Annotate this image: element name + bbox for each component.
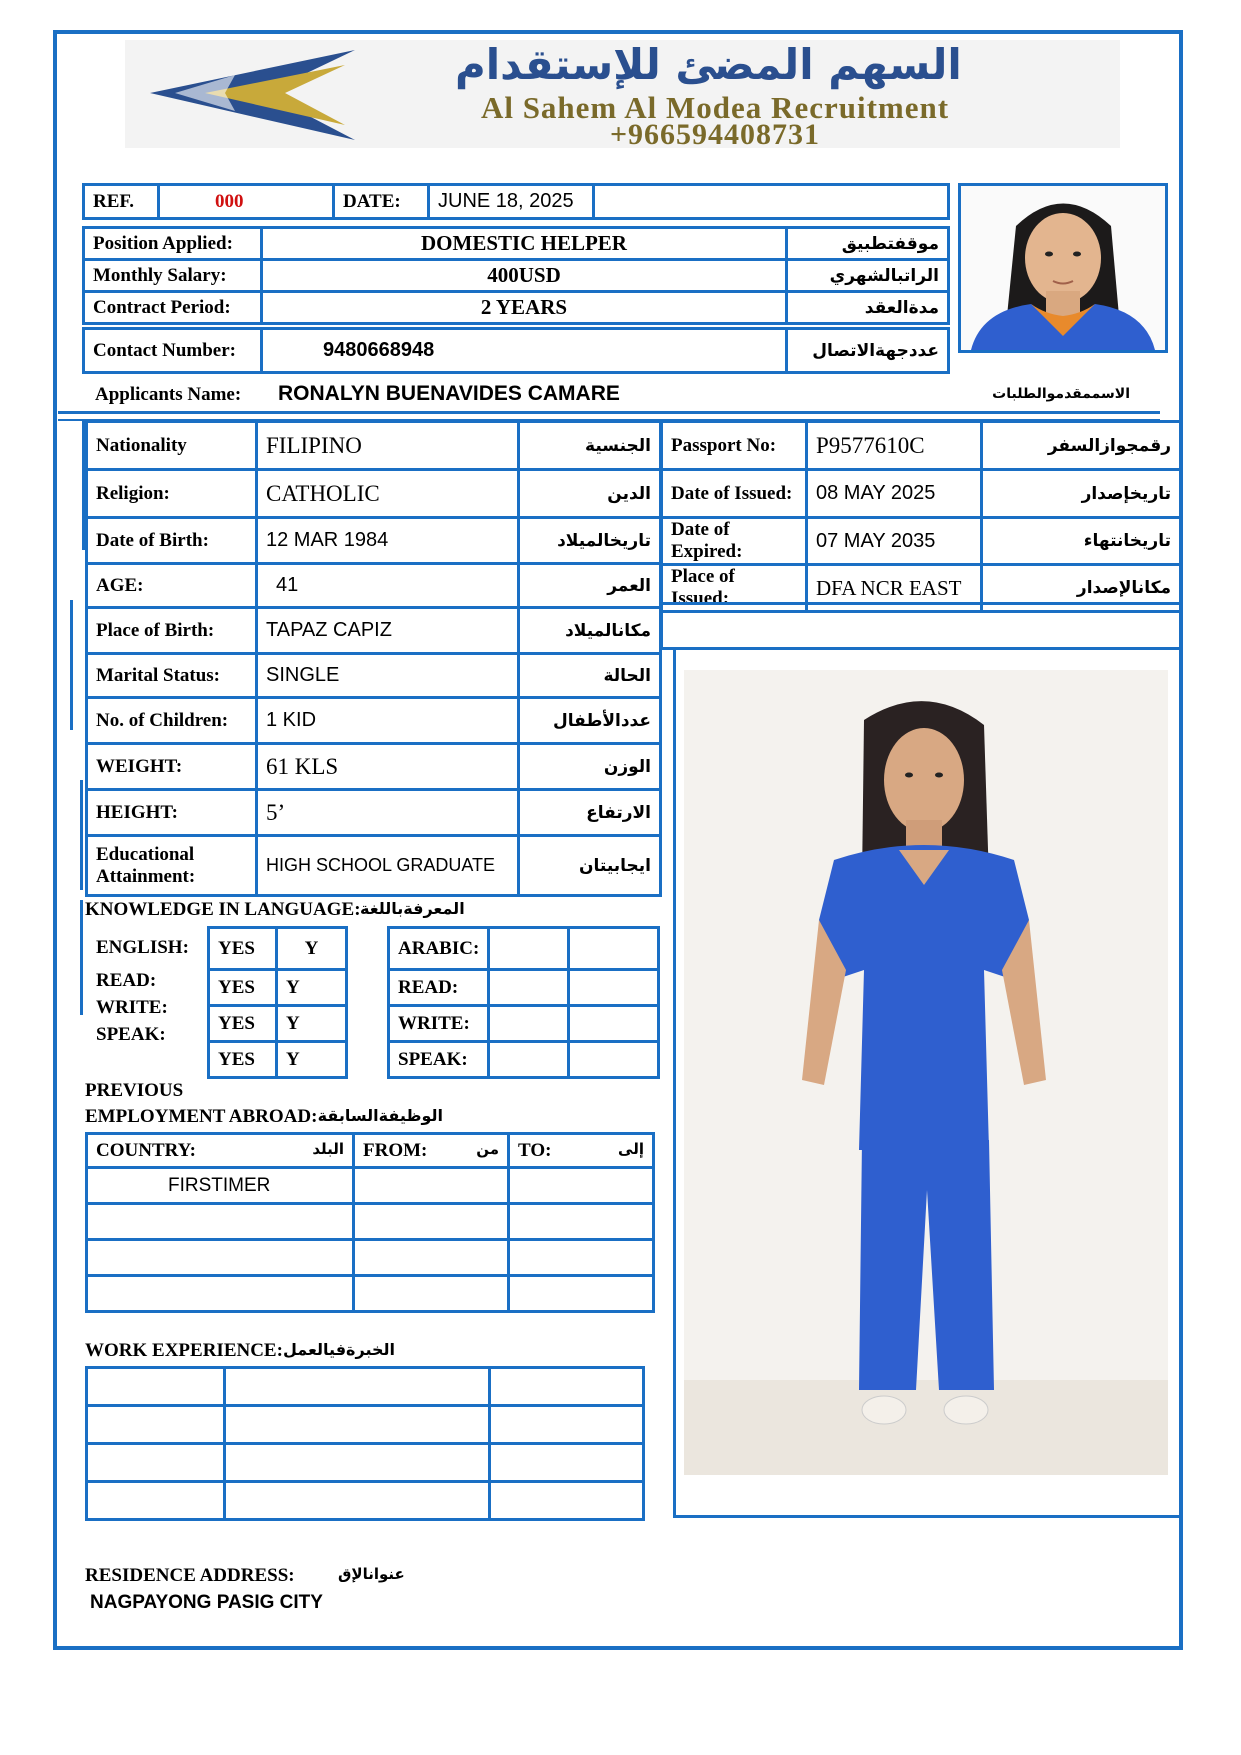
personal-ar: الجنسية [519, 422, 661, 470]
personal-ar: الحالة [519, 654, 661, 698]
employment-cell [87, 1240, 354, 1276]
work-cell [225, 1444, 490, 1482]
work-cell [225, 1406, 490, 1444]
arabic-skill-table [387, 926, 660, 1079]
date-value: JUNE 18, 2025 [429, 185, 594, 219]
applicant-name-value: RONALYN BUENAVIDES CAMARE [278, 382, 620, 405]
personal-label: AGE: [87, 564, 257, 608]
arabic-cell [569, 928, 659, 970]
left-margin-line [82, 420, 85, 550]
passport-label: Place of Issued: [662, 565, 807, 612]
employment-cell [87, 1276, 354, 1312]
work-cell [490, 1368, 644, 1406]
passport-value: P9577610C [807, 422, 982, 470]
arabic-cell [569, 1006, 659, 1042]
left-margin-line [80, 780, 83, 890]
passport-ar: تاريخإصدار [982, 470, 1181, 518]
employment-cell [354, 1276, 509, 1312]
personal-value: 41 [257, 564, 519, 608]
personal-ar: العمر [519, 564, 661, 608]
personal-ar: مكانالميلاد [519, 608, 661, 654]
residence-label: RESIDENCE ADDRESS: [85, 1565, 295, 1586]
applicant-full-body-photo [684, 670, 1168, 1475]
salary-ar: الراتبالشهري [787, 260, 949, 292]
work-cell [87, 1482, 225, 1520]
passport-value: 08 MAY 2025 [807, 470, 982, 518]
date-label: DATE: [334, 185, 429, 219]
passport-ar: مكانالإصدار [982, 565, 1181, 612]
personal-label: Educational Attainment: [87, 836, 257, 896]
employment-country-cell: FIRSTIMER [87, 1168, 354, 1204]
personal-label: Nationality [87, 422, 257, 470]
work-cell [225, 1368, 490, 1406]
employment-cell [509, 1240, 654, 1276]
work-experience-table [85, 1366, 645, 1521]
logo-arabic-text: السهم المضئ للإستقدام [455, 40, 962, 89]
employment-cell [354, 1204, 509, 1240]
applicant-name-label: Applicants Name: [95, 384, 242, 405]
arabic-cell [569, 1042, 659, 1078]
employment-cell [87, 1204, 354, 1240]
personal-value: 61 KLS [257, 744, 519, 790]
salary-label: Monthly Salary: [84, 260, 262, 292]
arrow-logo-icon [145, 45, 365, 145]
english-skill-table [207, 926, 348, 1079]
write-y: Y [277, 1006, 347, 1042]
personal-value: CATHOLIC [257, 470, 519, 518]
work-experience-title-ar: الخبرةفيالعمل [282, 1340, 395, 1359]
personal-label: Marital Status: [87, 654, 257, 698]
passport-info-table [660, 420, 1182, 613]
to-header [509, 1134, 654, 1168]
contact-value: 9480668948 [262, 329, 787, 373]
work-experience-title: WORK EXPERIENCE: [85, 1340, 283, 1361]
arabic-cell [489, 1006, 569, 1042]
write-yes: YES [209, 1006, 277, 1042]
logo-english-text: Al Sahem Al Modea Recruitment [480, 90, 950, 125]
country-label: COUNTRY: [96, 1139, 196, 1161]
employment-cell [509, 1204, 654, 1240]
personal-ar: ايجابيتان [519, 836, 661, 896]
employment-table [85, 1132, 655, 1313]
read-yes: YES [209, 970, 277, 1006]
personal-ar: الدين [519, 470, 661, 518]
employment-title-ar: الوظيفةالسابقة [317, 1106, 443, 1125]
personal-value: FILIPINO [257, 422, 519, 470]
contact-label: Contact Number: [84, 329, 262, 373]
personal-ar: الوزن [519, 744, 661, 790]
country-ar: البلد [312, 1139, 344, 1158]
personal-ar: الارتفاع [519, 790, 661, 836]
contract-ar: مدةالعقد [787, 292, 949, 324]
residence-value: NAGPAYONG PASIG CITY [90, 1592, 323, 1613]
passport-ar: رقمجوازالسفر [982, 422, 1181, 470]
arabic-write-label: WRITE: [389, 1006, 489, 1042]
passport-value: 07 MAY 2035 [807, 518, 982, 565]
employment-cell [509, 1168, 654, 1204]
work-cell [87, 1406, 225, 1444]
speak-yes: YES [209, 1042, 277, 1078]
english-read-label: READ: [96, 970, 157, 991]
to-label: TO: [518, 1139, 552, 1161]
job-info-table [82, 226, 950, 325]
contact-ar: عددجهةالاتصال [787, 329, 949, 373]
personal-ar: تاريخالميلاد [519, 518, 661, 564]
work-cell [490, 1444, 644, 1482]
personal-label: WEIGHT: [87, 744, 257, 790]
personal-value: 12 MAR 1984 [257, 518, 519, 564]
logo-phone-text: +966594408731 [609, 118, 821, 151]
passport-value: DFA NCR EAST [807, 565, 982, 612]
from-label: FROM: [363, 1139, 428, 1161]
passport-label: Date of Expired: [662, 518, 807, 565]
english-yes: YES [209, 928, 277, 970]
language-title: KNOWLEDGE IN LANGUAGE: [85, 899, 361, 920]
salary-value: 400USD [262, 260, 787, 292]
personal-value: 5’ [257, 790, 519, 836]
language-title-ar: المعرفةباللغة [360, 899, 465, 918]
personal-label: No. of Children: [87, 698, 257, 744]
work-cell [87, 1444, 225, 1482]
ref-date-table [82, 183, 950, 220]
to-ar: إلى [618, 1139, 644, 1158]
arabic-cell [489, 1042, 569, 1078]
left-margin-line [80, 900, 83, 1015]
work-cell [225, 1482, 490, 1520]
arabic-cell [569, 970, 659, 1006]
personal-ar: عددالأطفال [519, 698, 661, 744]
personal-value: SINGLE [257, 654, 519, 698]
personal-label: Date of Birth: [87, 518, 257, 564]
applicant-portrait-photo [958, 183, 1168, 353]
position-ar: موقفتطبيق [787, 228, 949, 260]
passport-label: Date of Issued: [662, 470, 807, 518]
employment-cell [509, 1276, 654, 1312]
passport-empty-row [660, 602, 1182, 650]
left-margin-line [70, 600, 73, 730]
personal-label: HEIGHT: [87, 790, 257, 836]
english-speak-label: SPEAK: [96, 1024, 166, 1045]
employment-title-line1: PREVIOUS [85, 1080, 184, 1101]
personal-value: 1 KID [257, 698, 519, 744]
contract-value: 2 YEARS [262, 292, 787, 324]
speak-y: Y [277, 1042, 347, 1078]
contract-label: Contract Period: [84, 292, 262, 324]
employment-cell [354, 1168, 509, 1204]
divider-line [58, 411, 1160, 414]
arabic-cell [489, 970, 569, 1006]
personal-label: Place of Birth: [87, 608, 257, 654]
english-write-label: WRITE: [96, 997, 168, 1018]
from-ar: من [476, 1139, 499, 1158]
arabic-cell [489, 928, 569, 970]
read-y: Y [277, 970, 347, 1006]
passport-ar: تاريخانتهاء [982, 518, 1181, 565]
work-cell [87, 1368, 225, 1406]
work-cell [490, 1482, 644, 1520]
company-logo [125, 40, 1120, 151]
country-header [87, 1134, 354, 1168]
date-extra-cell [594, 185, 949, 219]
contact-table [82, 327, 950, 374]
residence-ar: عنوانالإق [338, 1565, 405, 1583]
position-value: DOMESTIC HELPER [262, 228, 787, 260]
work-cell [490, 1406, 644, 1444]
position-label: Position Applied: [84, 228, 262, 260]
passport-label: Passport No: [662, 422, 807, 470]
applicant-name-ar: الاسممقدموالطلبات [992, 386, 1130, 402]
ref-value: 000 [159, 185, 334, 219]
arabic-label: ARABIC: [389, 928, 489, 970]
arabic-speak-label: SPEAK: [389, 1042, 489, 1078]
english-label: ENGLISH: [96, 937, 189, 958]
employment-cell [354, 1240, 509, 1276]
english-y: Y [277, 928, 347, 970]
personal-label: Religion: [87, 470, 257, 518]
from-header [354, 1134, 509, 1168]
arabic-read-label: READ: [389, 970, 489, 1006]
personal-value: HIGH SCHOOL GRADUATE [257, 836, 519, 896]
employment-title-line2: EMPLOYMENT ABROAD: [85, 1106, 318, 1127]
personal-info-table [85, 420, 662, 897]
ref-label: REF. [84, 185, 159, 219]
personal-value: TAPAZ CAPIZ [257, 608, 519, 654]
